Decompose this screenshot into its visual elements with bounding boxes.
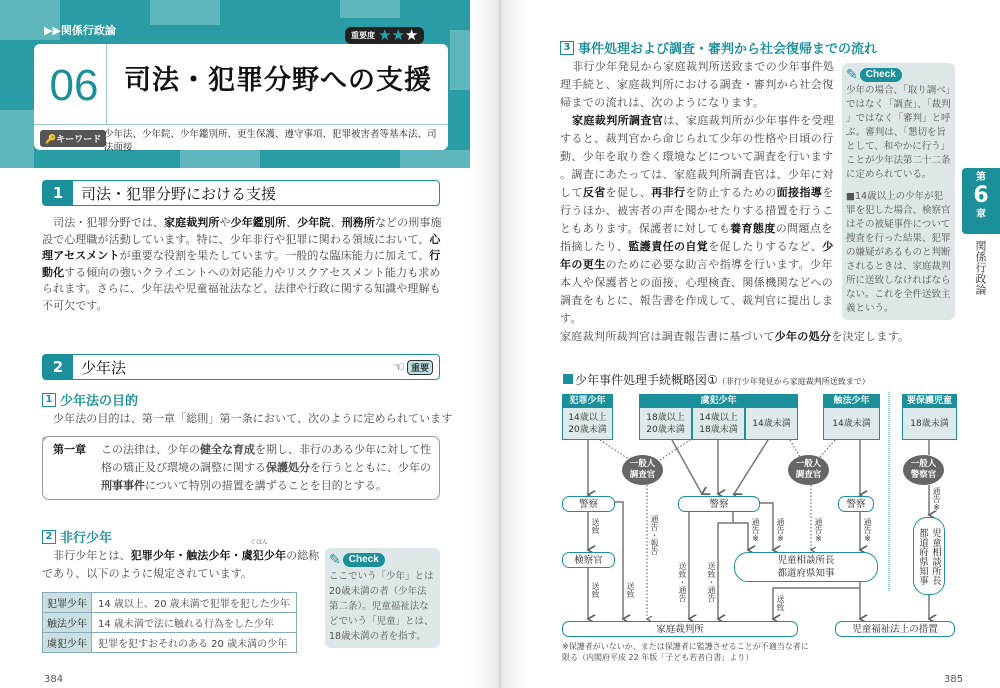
sub3-paragraph-3 [560,328,950,346]
police-node: 警察 [678,496,760,512]
group-header: 虞犯少年 [639,394,798,408]
ruby-annotation: ぐはん [250,539,269,546]
group-cell: 14歳以上 18歳未満 [692,408,745,440]
diagram-footnote: ※保護者がいないか、または保護者に監護させることが不適当な者に限る（内閣府平成 22 年版「子ども若者白書」より） [562,642,809,662]
text-run: する傾向の強いクライエントへの対応能力やリスクアセスメント能力も求められます。さらに、少年法や児童福祉法など、法律や行政に関する知識や理解も不可欠です。 [42,265,441,312]
section-number: 1 [43,181,73,205]
diagram-title-text: 少年事件処理手続概略図① [575,373,718,387]
section-number: 2 [43,355,73,379]
reporter-oval: 一般人 調査官 [788,455,829,485]
star-icon: ★ [391,26,405,44]
law-text [101,441,435,495]
edge-label: 送致・通告 [707,562,716,602]
chapter-title-card [34,44,448,153]
section-title: 司法・犯罪分野における支援 [81,184,277,203]
text-run: この法律は、少年の [101,443,200,456]
important-badge [393,360,433,375]
section1-paragraph [42,215,448,314]
text-run: を防止するための [685,186,777,199]
table-row [43,593,297,613]
pencil-icon: ✎ [846,67,858,83]
bold-term: 反省 [582,186,606,199]
text-run: 非行少年発見から家庭裁判所送致までの少年事件処理手続と、家庭裁判所における調査・審判から社会復帰までの流れは、次のようになります。 [560,60,835,109]
group-cell: 18歳以上 20歳未満 [639,408,692,440]
importance-stars [378,28,418,43]
check-badge [329,552,385,568]
section-heading-2 [42,354,440,380]
check-label: Check [343,553,385,567]
group-header: 犯罪少年 [562,394,613,408]
group-header: 触法少年 [823,394,880,408]
bold-term: 養育態度 [730,222,776,235]
keyword-label [40,130,106,147]
chapter-name: 関係行政論 [974,240,987,295]
text-run: は、家庭裁判所が少年事件を受理すると、裁判官から命じられて少年の性格や日頃の行動、少年を取り巻く環境などについて調査を行います。調査にあたっては、家庭裁判所調査官は、少年に対して [560,114,835,199]
text-run: 、 [286,216,298,229]
definition-cell: 犯罪を犯すおそれのある 20 歳未満の少年 [92,633,297,653]
bold-term: 面接指導 [776,186,823,199]
delinquent-type-cell: 触法少年 [43,613,92,633]
chapter-number: 06 [49,61,99,110]
bold-term: 少年院 [297,216,331,229]
important-label: 重要 [407,360,433,375]
bold-term: 少年の処分 [774,330,832,343]
text-run: や [219,216,231,229]
bold-term: 刑事事件 [101,479,145,492]
pencil-icon: ✎ [329,552,341,568]
group-shokuho [823,394,880,440]
page-title: 司法・犯罪分野への支援 [124,65,432,96]
edge-label: 通告・報告 [650,515,659,555]
subsection-title: 事件処理および調査・審判から社会復帰までの流れ [578,42,878,57]
text-run: を決定します。 [831,330,910,343]
bold-term: 家庭裁判所調査官 [572,114,664,127]
text-run: などの刑事施設で心理職が活動しています。特に、少年非行や犯罪に関わる領域において、 [42,216,442,246]
subsection-number: 3 [560,41,574,55]
delinquent-type-cell: 犯罪少年 [43,593,92,613]
section-title: 少年法 [81,358,127,377]
law-article-label: 第一章 [53,443,86,456]
check-badge [846,67,902,83]
subsection-heading-2 [42,527,112,546]
text-run: を促し、 [605,186,652,199]
divider [34,124,448,125]
check-note-right [842,63,955,320]
child-welfare-measures-node: 児童福祉法上の措置 [835,621,955,637]
edge-label: 通告※ [863,518,872,543]
diagram-subtitle: （非行少年発見から家庭裁判所送致まで） [717,377,870,386]
edge-label: 送致 [626,582,635,598]
page-gutter [470,0,530,688]
text-run: 少年法の目的は、第一章「総則」第一条において、次のように定められています。 [42,412,453,442]
group-hanzai [562,394,613,440]
group-yohogo [902,394,957,440]
bold-term: 犯罪少年・触法少年・虞犯少年 [130,549,287,562]
page-number-right: 385 [944,674,964,685]
square-bullet-icon [563,374,573,384]
edge-label: 送致 [591,518,600,534]
subsection-heading-3 [560,38,877,57]
child-guidance-center-node: 児童相談所長 都道府県知事 [913,517,945,595]
sub3-paragraph-2 [560,112,838,328]
chapter-tab-number: 6 [973,183,989,208]
group-header: 要保護児童 [902,394,957,408]
edge-label: 通告※ [814,518,823,543]
edge-label: 通告※ [776,518,785,543]
sub2-paragraph [42,547,320,583]
family-court-node: 家庭裁判所 [562,621,798,637]
star-icon: ★ [378,26,392,44]
text-run: を促したりするなど、 [708,240,823,253]
text-run: のために必要な助言や指導を行います。少年本人や保護者との面接、心理検査、関係機関などへの調査をもとに、報告書を作成して、裁判官に提出します。 [560,258,834,325]
subsection-title: 非行少年 [60,531,113,546]
sub3-paragraph-1 [560,58,838,112]
child-guidance-center-node: 児童相談所長 都道府県知事 [734,552,878,582]
definition-cell: 14 歳以上、20 歳未満で犯罪を犯した少年 [92,593,297,613]
keyword-list: 少年法、少年院、少年鑑別所、更生保護、遵守事項、犯罪被害者等基本法、司法面接 [104,129,437,153]
edge-label: 送致 [776,595,785,611]
breadcrumb: ▶▶関係行政論 [44,24,116,37]
edge-label: 送致 [591,582,600,598]
section-heading-1 [42,180,440,206]
group-cell: 18歳未満 [902,408,957,440]
bold-term: 再非行 [651,186,686,199]
chapter-tab-prefix: 第 [976,172,986,183]
text-run: 非行少年とは、 [53,549,131,562]
text-run: を期し、非行のある少年に対して性格の矯正及び環境の調整に関する [101,443,431,474]
edge-label: 通告※ [751,518,760,543]
divider [106,44,107,124]
keyword-label-text: キーワード [56,135,102,145]
delinquent-type-cell: 虞犯少年 [43,633,92,653]
text-run: 家庭裁判所裁判官は調査報告書に基づいて [560,330,775,343]
bold-term: 家庭裁判所 [164,216,220,229]
text-run: の問題点を指摘したり、 [560,222,833,253]
bold-term: 刑務所 [341,216,375,229]
group-guhan [639,394,798,440]
pointing-hand-icon: ☜ [393,359,405,375]
text-run: について特別の措置を講ずることを目的とする。 [145,479,387,492]
group-cell: 14歳未満 [745,408,798,440]
group-cell: 14歳未満 [823,408,880,440]
police-node: 警察 [562,496,615,512]
text-run: を行うとともに、少年の [310,461,431,474]
subsection-number: 2 [42,530,56,544]
importance-badge [345,27,424,44]
chapter-tab[interactable] [962,168,1000,234]
check-text: 少年の場合、「取り調べ」ではなく「調査」、「裁判」ではなく「審判」と呼ぶ。審判は、「懇切を旨として、和やかに行う」ことが少年法第二十二条に定められている。 [846,85,951,180]
check-note-left [325,548,440,648]
check-text: ここでいう「少年」とは20歳未満の者（少年法第二条）。児童福祉法などでいう「児童」とは、18歳未満の者を指す。 [329,571,434,642]
subsection-number: 1 [42,393,56,407]
text-run: の総称であり、以下のように規定されています。 [42,549,320,580]
text-run: を行うほか、被害者の声を聞かせたりする措置を行うこともあります。保護者に対しても [560,186,834,235]
subsection-heading-1 [42,390,138,409]
text-run: 司法・犯罪分野では、 [53,216,164,229]
delinquent-types-table [42,592,297,653]
table-row [43,613,297,633]
bold-term: 監護責任の自覚 [628,240,709,253]
edge-label: 送致・通告 [678,562,687,602]
police-node: 警察 [838,496,874,512]
key-icon: 🔑 [45,135,57,145]
bold-term: 保護処分 [266,461,310,474]
text-run: が重要な役割を果たしています。一般的な臨床能力に加えて、 [119,249,430,262]
bold-term: 少年の更生 [560,240,834,271]
diagram-title [563,371,870,388]
reporter-oval: 一般人 調査官 [622,455,663,485]
subsection-title: 少年法の目的 [60,394,139,409]
bold-term: 少年鑑別所 [230,216,287,229]
bold-term: 心理アセスメント [42,232,441,262]
importance-label: 重要度 [351,31,375,40]
chapter-tab-suffix: 章 [976,209,986,220]
star-icon: ★ [404,26,419,44]
bold-term: 行動化 [42,249,441,279]
edge-label: 通告※ [932,487,941,512]
check-label: Check [860,68,902,82]
law-quote-box [42,436,440,500]
text-run: 、 [330,216,342,229]
bold-term: 健全な育成 [200,443,255,456]
definition-cell: 14 歳未満で法に触れる行為をした少年 [92,613,297,633]
prosecutor-node: 検察官 [562,552,615,568]
reporter-oval: 一般人 警察官 [903,455,944,485]
page-number-left: 384 [44,674,64,685]
check-text: ■14歳以上の少年が犯罪を犯した場合、検察官はその被疑事件について捜査を行った結果、犯罪の嫌疑があるものと判断されるときは、家庭裁判所に送致しなければならない。これを全件送致主義という。 [846,191,951,314]
group-cell: 14歳以上 20歳未満 [562,408,613,440]
table-row [43,633,297,653]
